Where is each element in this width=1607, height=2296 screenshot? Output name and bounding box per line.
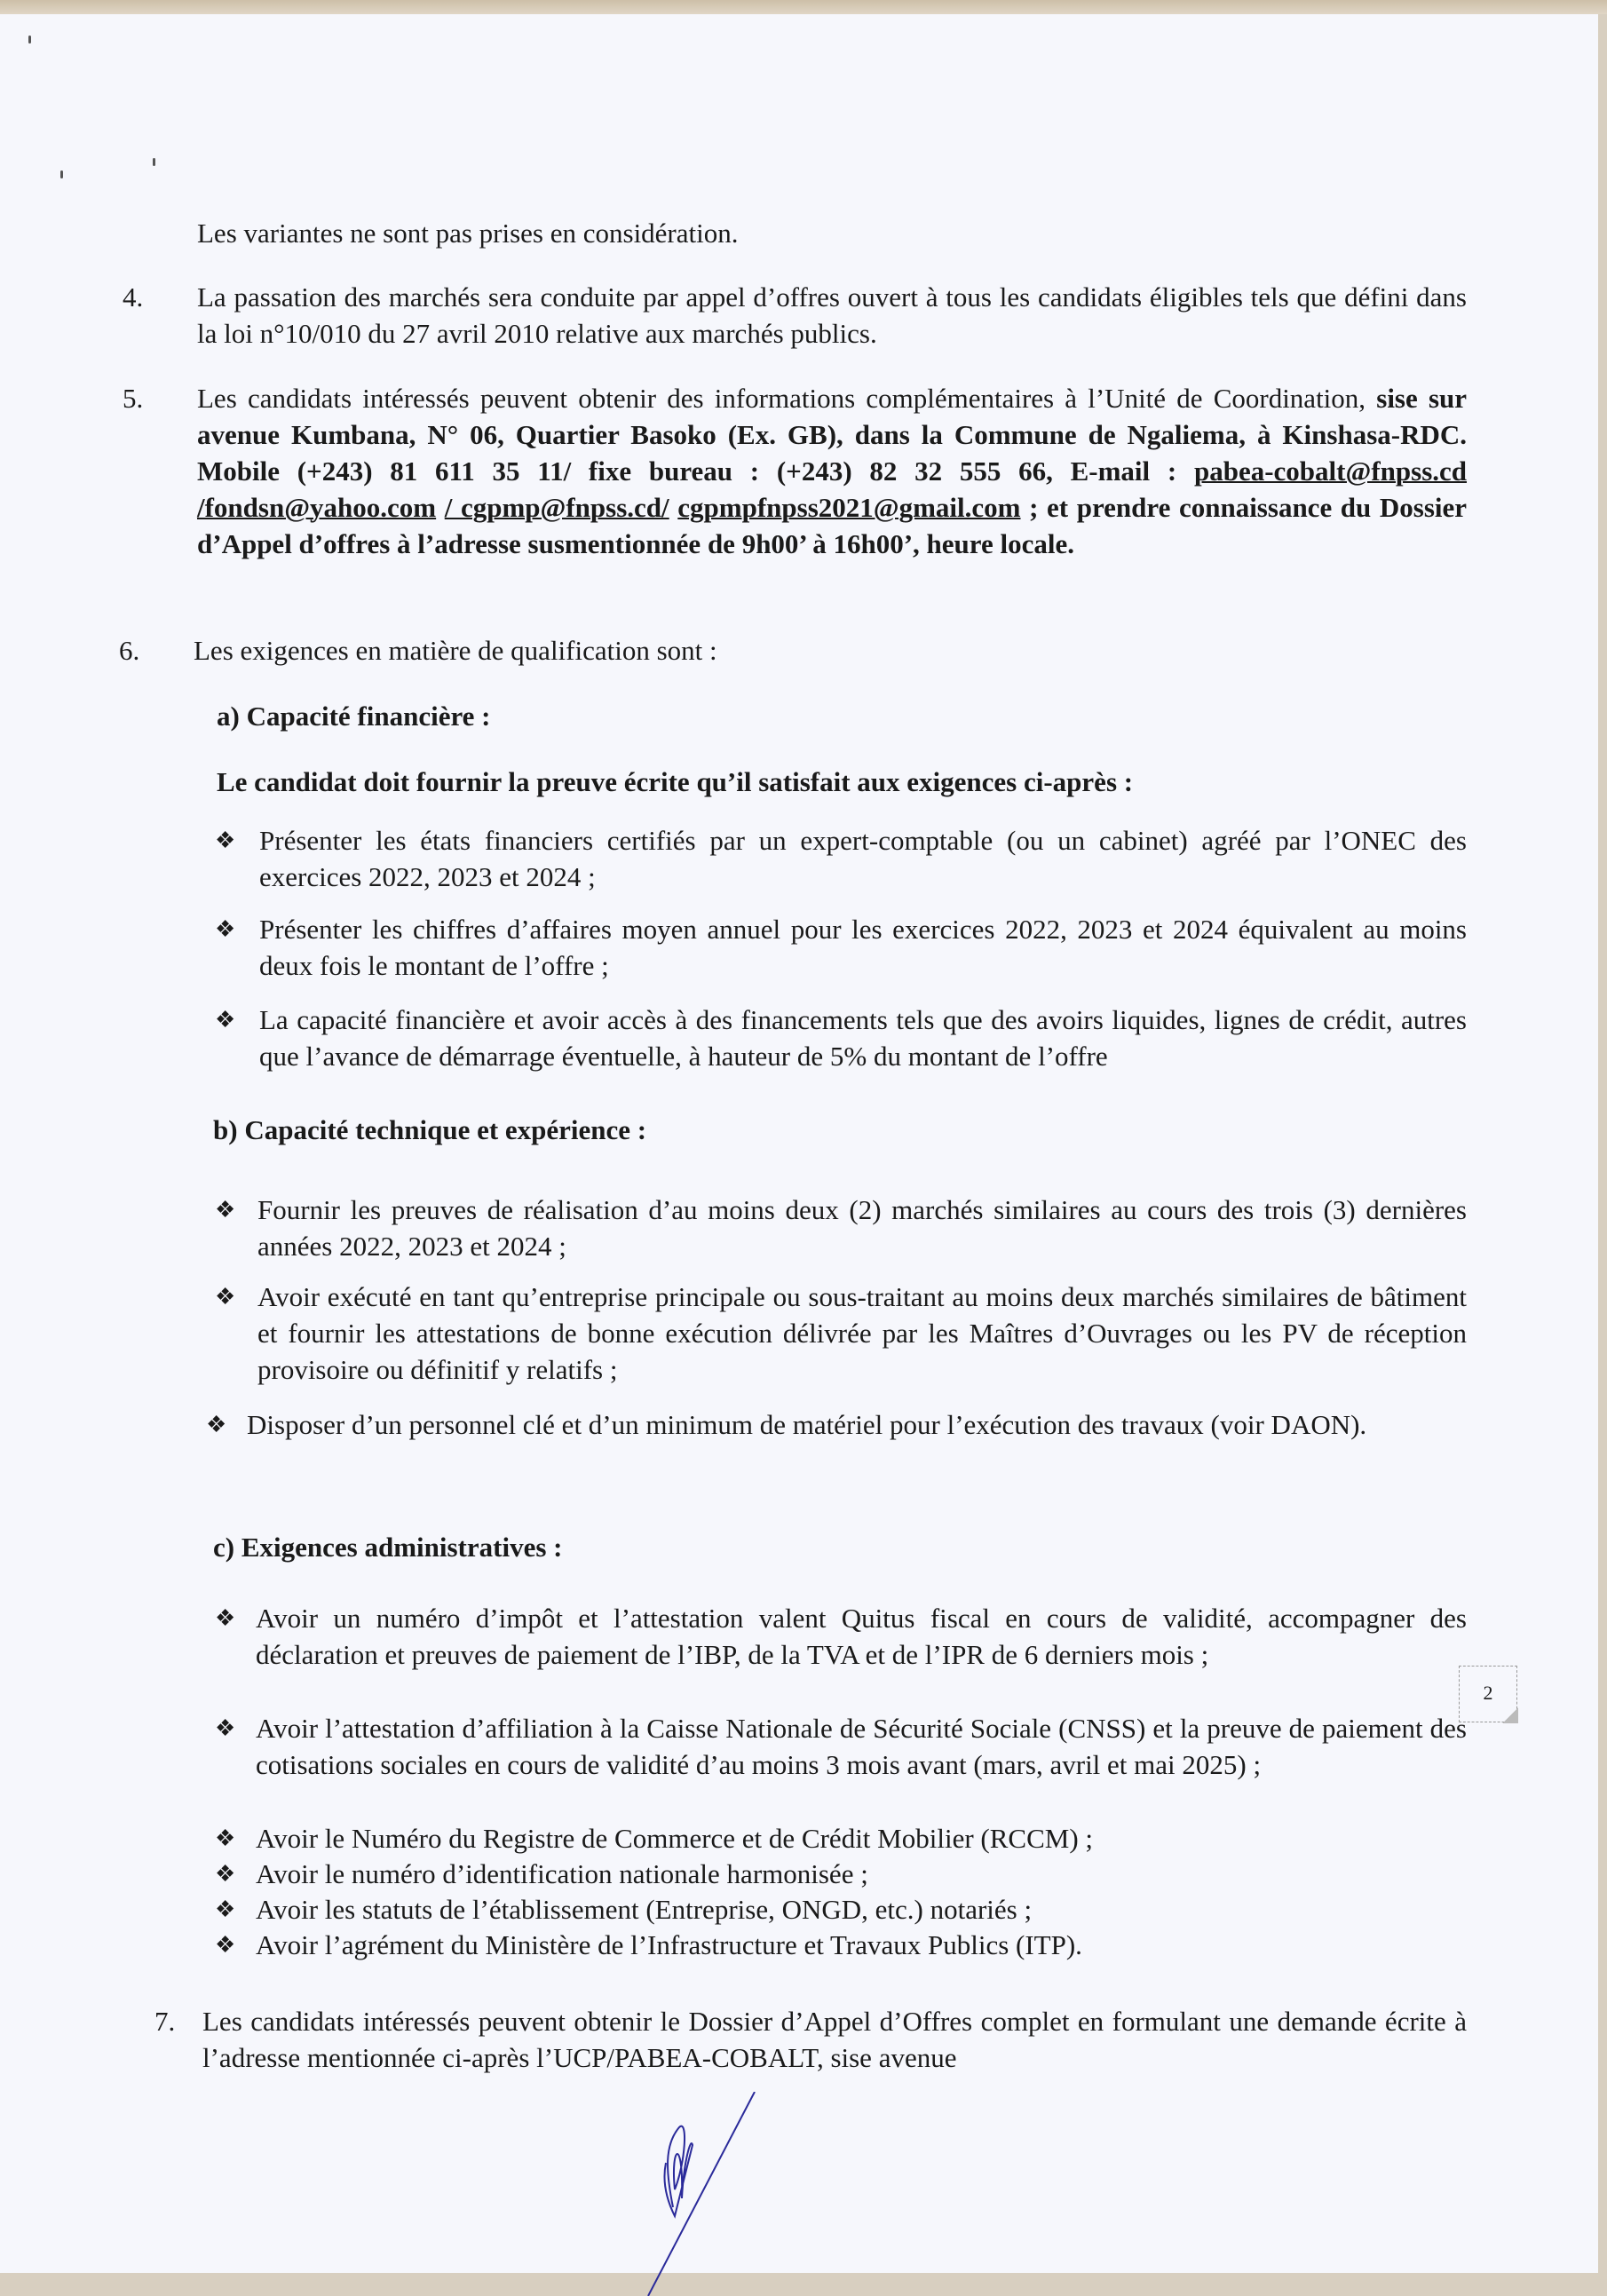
diamond-bullet-icon: ❖ xyxy=(215,827,236,853)
document-page xyxy=(0,14,1598,2273)
section-b-heading: b) Capacité technique et expérience : xyxy=(213,1114,647,1145)
intro-line: Les variantes ne sont pas prises en considération. xyxy=(197,218,739,249)
diamond-bullet-icon: ❖ xyxy=(206,1412,227,1437)
item-5-text xyxy=(197,380,1467,562)
item-5-number: 5. xyxy=(123,383,144,414)
section-b-bullet-3: Disposer d’un personnel clé et d’un minimum de matériel pour l’exécution des travaux (voir DAON). xyxy=(247,1409,1367,1440)
email-link-1[interactable]: pabea-cobalt@fnpss.cd xyxy=(1193,455,1468,487)
page-number: 2 xyxy=(1459,1666,1517,1722)
section-a-heading: a) Capacité financière : xyxy=(217,701,491,732)
item-5-hours: ; et prendre connaissance du Dossier d’Appel d’offres à l’adresse susmentionnée de 9h00’ à 16h00’, heure locale. xyxy=(197,492,1468,559)
diamond-bullet-icon: ❖ xyxy=(215,1825,236,1851)
diamond-bullet-icon: ❖ xyxy=(215,1715,236,1741)
diamond-bullet-icon: ❖ xyxy=(215,1284,236,1310)
diamond-bullet-icon: ❖ xyxy=(215,916,236,942)
item-7-text: Les candidats intéressés peuvent obtenir le Dossier d’Appel d’Offres complet en formulant une demande écrite à l’adresse mentionnée ci-après l’UCP/PABEA-COBALT, sise avenue xyxy=(202,2006,1467,2073)
diamond-bullet-icon: ❖ xyxy=(215,1197,236,1223)
email-link-3[interactable]: / cgpmp@fnpss.cd/ xyxy=(444,492,669,523)
item-5-address: sise sur avenue Kumbana, N° 06, Quartier Basoko (Ex. GB), dans la Commune de Ngaliema, à Kinshasa-RDC. Mobile (+243) 81 611 35 11/ fixe bureau : (+243) 82 32 555 66, E-mail : xyxy=(197,383,1468,487)
section-c-bullet-4: Avoir le numéro d’identification nationale harmonisée ; xyxy=(256,1858,868,1889)
section-c-bullet-3: Avoir le Numéro du Registre de Commerce et de Crédit Mobilier (RCCM) ; xyxy=(256,1823,1094,1854)
section-a-bullet-1: Présenter les états financiers certifiés par un expert-comptable (ou un cabinet) agréé par l’ONEC des exercices 2022, 2023 et 2024 ; xyxy=(259,825,1467,892)
diamond-bullet-icon: ❖ xyxy=(215,1605,236,1631)
email-link-4[interactable]: cgpmpfnpss2021@gmail.com xyxy=(677,492,1021,523)
section-a-bullet-3: La capacité financière et avoir accès à des financements tels que des avoirs liquides, lignes de crédit, autres que l’avance de démarrage éventuelle, à hauteur de 5% du montant de l’offre xyxy=(259,1004,1467,1072)
email-link-2[interactable]: /fondsn@yahoo.com xyxy=(197,492,437,523)
section-c-heading: c) Exigences administratives : xyxy=(213,1532,563,1563)
item-7-number: 7. xyxy=(154,2006,176,2037)
item-4-text: La passation des marchés sera conduite par appel d’offres ouvert à tous les candidats éligibles tels que défini dans la loi n°10/010 du 27 avril 2010 relative aux marchés publics. xyxy=(197,281,1467,349)
item-4-number: 4. xyxy=(123,281,144,313)
section-b-bullet-1: Fournir les preuves de réalisation d’au moins deux (2) marchés similaires au cours des trois (3) dernières années 2022, 2023 et 2024 ; xyxy=(257,1194,1467,1262)
section-a-bullet-2: Présenter les chiffres d’affaires moyen annuel pour les exercices 2022, 2023 et 2024 équivalent au moins deux fois le montant de l’offre ; xyxy=(259,914,1467,981)
item-6-number: 6. xyxy=(119,635,140,666)
section-a-subheading: Le candidat doit fournir la preuve écrite qu’il satisfait aux exigences ci-après : xyxy=(217,766,1134,797)
item-6-text: Les exigences en matière de qualification sont : xyxy=(194,635,717,666)
signature-icon xyxy=(639,2092,764,2296)
section-c-bullet-5: Avoir les statuts de l’établissement (Entreprise, ONGD, etc.) notariés ; xyxy=(256,1894,1033,1925)
section-c-bullet-6: Avoir l’agrément du Ministère de l’Infrastructure et Travaux Publics (ITP). xyxy=(256,1929,1082,1960)
diamond-bullet-icon: ❖ xyxy=(215,1007,236,1033)
item-5-plain: Les candidats intéressés peuvent obtenir des informations complémentaires à l’Unité de Coordination, xyxy=(197,383,1366,414)
scan-top-edge xyxy=(0,0,1607,14)
section-b-bullet-2: Avoir exécuté en tant qu’entreprise principale ou sous-traitant au moins deux marchés similaires de bâtiment et fournir les attestations de bonne exécution délivrée par les Maîtres d’Ouvrages ou les PV de réception provisoire ou définitif y relatifs ; xyxy=(257,1281,1467,1385)
diamond-bullet-icon: ❖ xyxy=(215,1896,236,1922)
diamond-bullet-icon: ❖ xyxy=(215,1932,236,1958)
diamond-bullet-icon: ❖ xyxy=(215,1861,236,1887)
section-c-bullet-1: Avoir un numéro d’impôt et l’attestation valent Quitus fiscal en cours de validité, accompagner des déclaration et preuves de paiement de l’IBP, de la TVA et de l’IPR de 6 derniers mois ; xyxy=(256,1603,1467,1670)
section-c-bullet-2: Avoir l’attestation d’affiliation à la Caisse Nationale de Sécurité Sociale (CNSS) et la preuve de paiement des cotisations sociales en cours de validité d’au moins 3 mois avant (mars, avril et mai 2025) ; xyxy=(256,1713,1467,1780)
